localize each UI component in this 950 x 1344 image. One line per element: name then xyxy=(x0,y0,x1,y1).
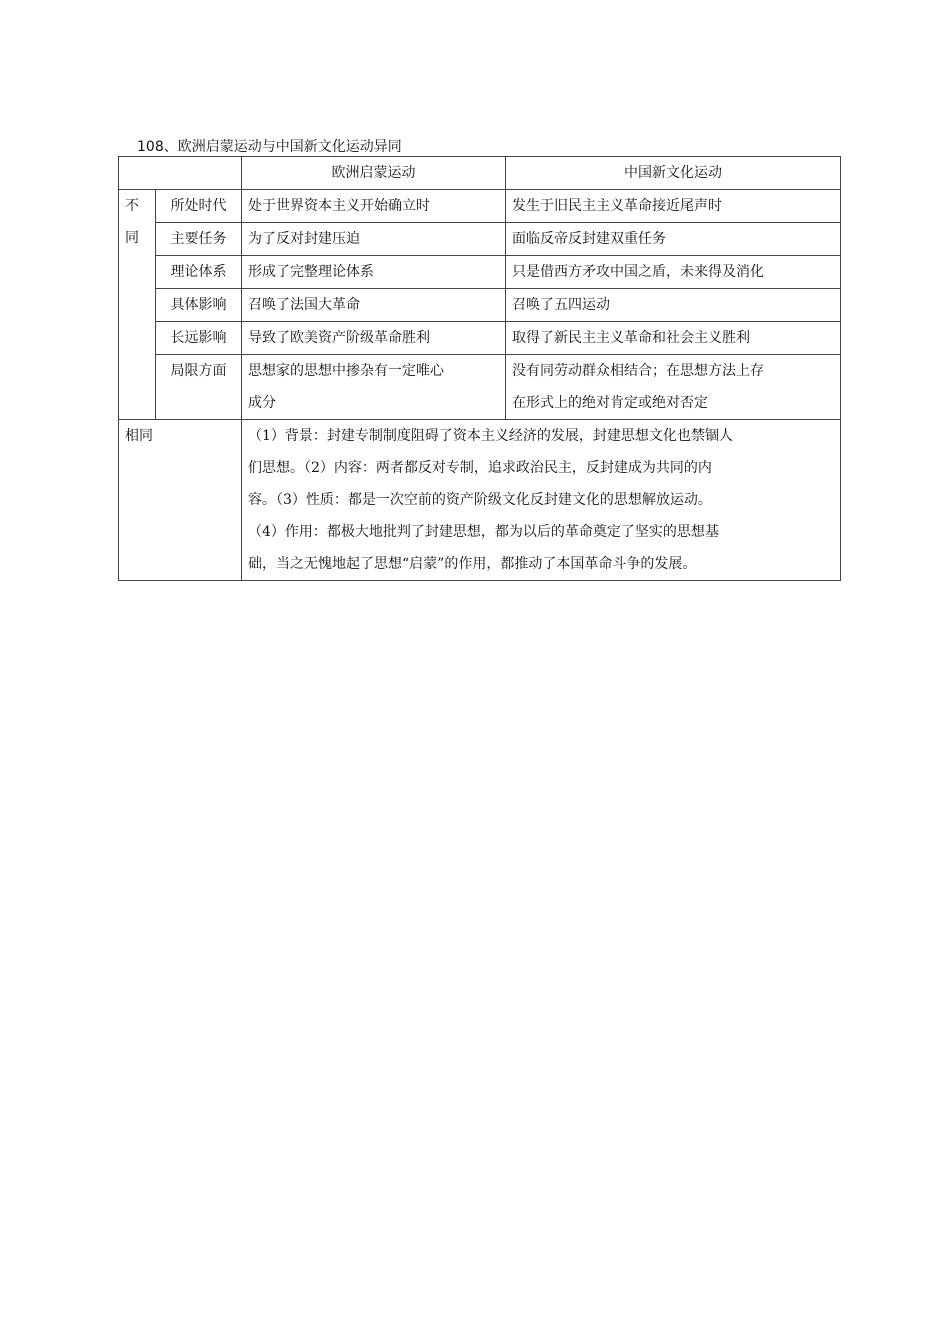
diff-label: 不 同 xyxy=(119,190,156,420)
china-cell: 没有同劳动群众相结合；在思想方法上存 在形式上的绝对肯定或绝对否定 xyxy=(506,355,841,420)
table-row xyxy=(119,322,841,355)
col-header-china: 中国新文化运动 xyxy=(506,157,841,190)
europe-cell: 导致了欧美资产阶级革命胜利 xyxy=(242,322,506,355)
europe-cell: 为了反对封建压迫 xyxy=(242,223,506,256)
same-content: （1）背景：封建专制制度阻碍了资本主义经济的发展，封建思想文化也禁锢人 们思想。（2）内容：两者都反对专制，追求政治民主，反封建成为共同的内 容。（3）性质：都是一次空前的资产阶级文化反封建文化的思想解放运动。 （4）作用：都极大地批判了封建思想，都为以后的革命奠定了坚实的思想基 础，当之无愧地起了思想“启蒙”的作用，都推动了本国革命斗争的发展。 xyxy=(242,420,841,581)
aspect-cell: 长远影响 xyxy=(156,322,242,355)
same-row xyxy=(119,420,841,581)
aspect-cell: 理论体系 xyxy=(156,256,242,289)
table-row xyxy=(119,223,841,256)
table-row xyxy=(119,289,841,322)
aspect-cell: 所处时代 xyxy=(156,190,242,223)
aspect-cell: 主要任务 xyxy=(156,223,242,256)
aspect-cell: 局限方面 xyxy=(156,355,242,420)
table-row xyxy=(119,355,841,420)
same-label: 相同 xyxy=(119,420,242,581)
europe-cell: 召唤了法国大革命 xyxy=(242,289,506,322)
col-header-europe: 欧洲启蒙运动 xyxy=(242,157,506,190)
header-row xyxy=(119,157,841,190)
europe-cell: 处于世界资本主义开始确立时 xyxy=(242,190,506,223)
document-title: 108、欧洲启蒙运动与中国新文化运动异同 xyxy=(137,139,402,155)
table-row xyxy=(119,256,841,289)
china-cell: 召唤了五四运动 xyxy=(506,289,841,322)
china-cell: 取得了新民主主义革命和社会主义胜利 xyxy=(506,322,841,355)
comparison-table xyxy=(118,156,841,581)
table-row xyxy=(119,190,841,223)
china-cell: 面临反帝反封建双重任务 xyxy=(506,223,841,256)
aspect-cell: 具体影响 xyxy=(156,289,242,322)
corner-cell xyxy=(119,157,242,190)
china-cell: 只是借西方矛攻中国之盾，未来得及消化 xyxy=(506,256,841,289)
china-cell: 发生于旧民主主义革命接近尾声时 xyxy=(506,190,841,223)
europe-cell: 形成了完整理论体系 xyxy=(242,256,506,289)
europe-cell: 思想家的思想中掺杂有一定唯心 成分 xyxy=(242,355,506,420)
